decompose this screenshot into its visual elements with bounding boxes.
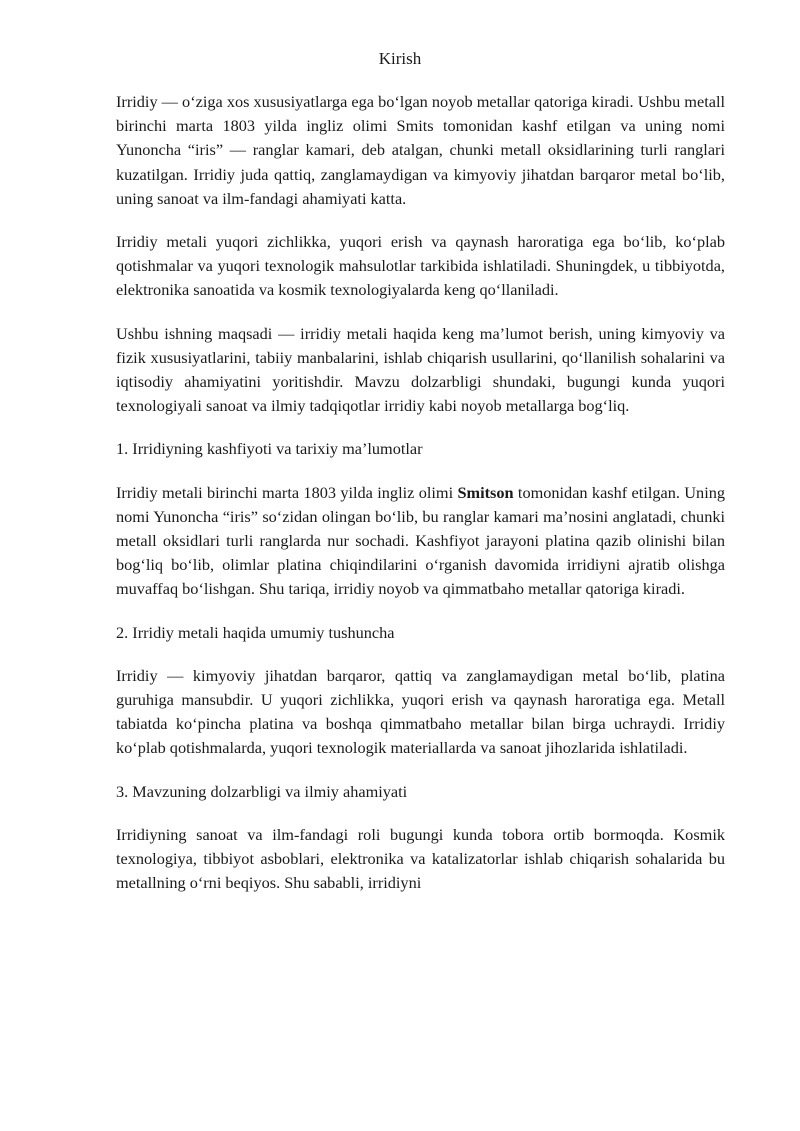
intro-paragraph-1: Irridiy — o‘ziga xos xususiyatlarga ega bo‘lgan noyob metallar qatoriga kiradi. Ushbu metall birinchi marta 1803 yilda ingliz olimi Smits tomonidan kashf etilgan va uning nomi Yunoncha “iris” — ranglar kamari, deb atalgan, chunki metall oksidlarining turli ranglari kuzatilgan. Irridiy juda qattiq, zanglamaydigan va kimyoviy jihatdan barqaror metal bo‘lib, uning sanoat va ilm-fandagi ahamiyati katta.: [116, 92, 725, 208]
section-1-bold-name: Smitson: [457, 482, 514, 502]
section-1-paragraph: [116, 481, 725, 602]
intro-paragraph-2: Irridiy metali yuqori zichlikka, yuqori erish va qaynash haroratiga ega bo‘lib, ko‘plab qotishmalar va yuqori texnologik mahsulotlar tarkibida ishlatiladi. Shuningdek, u tibbiyotda, elektronika sanoatida va kosmik texnologiyalarda keng qo‘llaniladi.: [116, 232, 725, 300]
intro-paragraph-3: Ushbu ishning maqsadi — irridiy metali haqida keng ma’lumot berish, uning kimyoviy va fizik xususiyatlarini, tabiiy manbalarini, ishlab chiqarish usullarini, qo‘llanilish sohalarini va iqtisodiy ahamiyatini yoritishdir. Mavzu dolzarbligi shundaki, bugungi kunda yuqori texnologiyali sanoat va ilmiy tadqiqotlar irridiy kabi noyob metallarga bog‘liq.: [116, 323, 725, 416]
section-2-heading: 2. Irridiy metali haqida umumiy tushuncha: [116, 622, 395, 642]
section-1-heading: 1. Irridiyning kashfiyoti va tarixiy ma’lumotlar: [116, 439, 423, 459]
document-body: [116, 90, 725, 895]
section-3-heading: 3. Mavzuning dolzarbligi va ilmiy ahamiyati: [116, 781, 408, 801]
section-1-text-before: Irridiy metali birinchi marta 1803 yilda ingliz olimi: [116, 482, 458, 502]
section-2-paragraph: Irridiy — kimyoviy jihatdan barqaror, qattiq va zanglamaydigan metal bo‘lib, platina guruhiga mansubdir. U yuqori zichlikka, yuqori erish va qaynash haroratiga ega. Metall tabiatda ko‘pincha platina va boshqa qimmatbaho metallar bilan birga uchraydi. Irridiy ko‘plab qotishmalarda, yuqori texnologik materiallarda va sanoat jihozlarida ishlatiladi.: [116, 665, 725, 758]
section-1-text-after: tomonidan kashf etilgan. Uning nomi Yunoncha “iris” so‘zidan olingan bo‘lib, bu ranglar kamari ma’nosini anglatadi, chunki metall oksidlari turli ranglarda nur sochadi. Kashfiyot jarayoni platina qazib olinishi bilan bog‘liq bo‘lib, olimlar platina chiqindilarini o‘rganish davomida irridiyni ajratib olishga muvaffaq bo‘lishgan. Shu tariqa, irridiy noyob va qimmatbaho metallar qatoriga kiradi.: [116, 482, 725, 599]
section-3-paragraph: Irridiyning sanoat va ilm-fandagi roli bugungi kunda tobora ortib bormoqda. Kosmik texnologiya, tibbiyot asboblari, elektronika va katalizatorlar ishlab chiqarish sohalarida bu metallning o‘rni beqiyos. Shu sababli, irridiyni: [116, 824, 725, 893]
page-title: Kirish: [378, 49, 422, 68]
